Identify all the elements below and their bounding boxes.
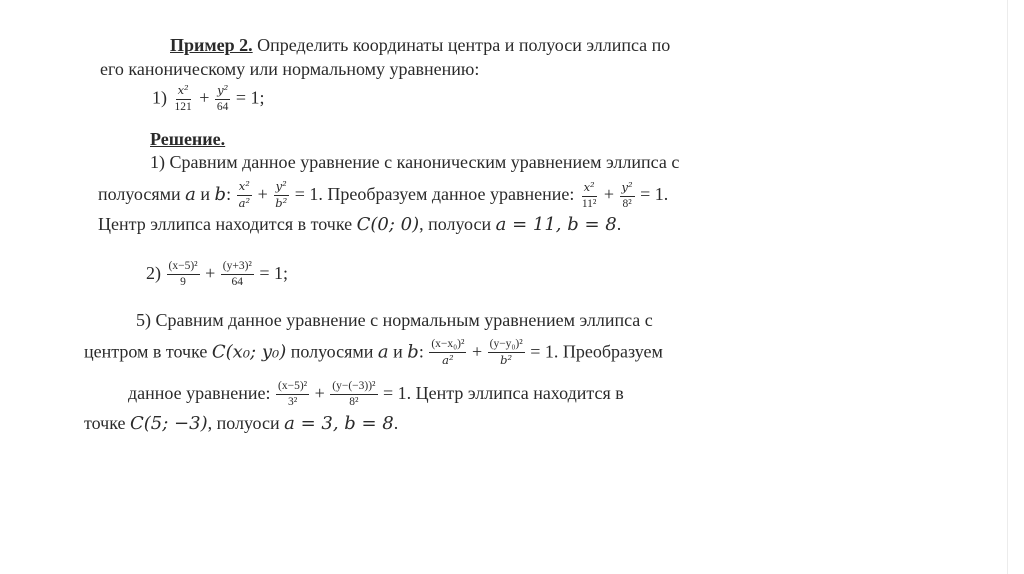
denominator: 8² (349, 396, 359, 409)
solution-line-2 (98, 180, 668, 211)
fraction (173, 84, 194, 114)
text: = 1. (640, 183, 669, 204)
denominator: b² (500, 353, 513, 368)
denominator: 3² (287, 396, 298, 409)
text: Центр эллипса находится в точке (98, 214, 357, 234)
text: = 1. Центр эллипса находится в (383, 382, 624, 403)
var-a: a (185, 183, 196, 205)
item-number: 1) (152, 87, 167, 108)
plus-sign: + (205, 262, 216, 283)
text: зуем (628, 341, 663, 362)
solution5-line-1: 5) Сравним данное уравнение с нормальным уравнением эллипса с (136, 310, 653, 330)
fraction (221, 260, 254, 289)
plus-sign: + (603, 183, 615, 204)
denominator: b² (275, 196, 288, 211)
fraction (330, 380, 377, 409)
denominator: 64 (216, 101, 229, 114)
fraction (620, 181, 635, 211)
equation-tail: = 1; (235, 87, 265, 108)
equation-1 (152, 84, 265, 114)
plus-sign: + (199, 87, 210, 108)
text: , полуоси (419, 214, 496, 234)
fraction (580, 181, 599, 211)
text: . (616, 214, 622, 234)
solution-line-1: 1) Сравним данное уравнение с каноническим уравнением эллипса с (150, 152, 680, 172)
denominator: 11² (581, 197, 597, 210)
text: данное уравнение: (128, 382, 271, 403)
example-heading (170, 36, 670, 54)
numerator: (y+3)² (222, 260, 252, 272)
var-a: a (377, 341, 389, 363)
fraction (215, 84, 231, 114)
numerator: y² (621, 179, 633, 194)
var-b: b (214, 183, 227, 205)
text: = 1. Преобразуем данное уравнение: (294, 183, 575, 204)
fraction (276, 380, 309, 409)
denominator: 121 (174, 101, 192, 114)
numerator: x² (583, 179, 595, 194)
example-task-line2 (100, 60, 479, 78)
example-label: Пример 2. (170, 35, 253, 55)
denominator: 8² (622, 197, 632, 210)
solution5-line-2 (84, 338, 663, 368)
denominator: 9 (180, 276, 186, 289)
fraction (273, 180, 289, 211)
numerator: (y−y₀)² (489, 338, 523, 350)
denominator: a² (238, 196, 251, 211)
denominator: a² (442, 353, 454, 368)
semi-axes: a = 11, b = 8 (495, 214, 617, 235)
text: полуосями (286, 341, 378, 362)
equation-2 (146, 260, 288, 289)
fraction (237, 180, 252, 211)
numerator: x² (238, 179, 250, 193)
text: , полуоси (207, 413, 285, 433)
numerator: y² (275, 179, 287, 193)
text: : (418, 341, 424, 362)
numerator: x² (177, 83, 189, 97)
page-edge-line (1007, 0, 1008, 574)
solution-title: Решение. (150, 129, 226, 149)
plus-sign: + (471, 341, 483, 362)
text: полуосями (98, 183, 181, 204)
denominator: 64 (231, 276, 244, 289)
numerator: (y−(−3))² (332, 380, 376, 392)
numerator: (x−5)² (278, 380, 308, 392)
numerator: (x−x₀)² (431, 338, 465, 350)
solution5-line-4 (84, 414, 398, 433)
equation-tail: = 1; (259, 262, 288, 283)
text: = 1. Преобра (530, 341, 629, 362)
text: и (195, 183, 215, 204)
center-point: C(x₀; y₀) (211, 341, 287, 363)
text: центром в точке (84, 341, 212, 362)
numerator: y² (217, 83, 229, 97)
item-number: 2) (146, 262, 161, 283)
text: точке (84, 413, 131, 433)
fraction (167, 260, 200, 289)
semi-axes: a = 3, b = 8 (284, 413, 394, 434)
center-point: C(5; −3) (130, 413, 208, 434)
text: . (393, 413, 399, 433)
text: : (226, 183, 232, 204)
text: и (388, 341, 408, 362)
plus-sign: + (314, 382, 325, 403)
solution-line-3 (98, 215, 621, 234)
var-b: b (407, 341, 419, 363)
plus-sign: + (257, 183, 268, 204)
fraction (429, 338, 466, 368)
example-task-text: Определить координаты центра и полуоси эллипса по (252, 35, 671, 55)
fraction (488, 338, 525, 368)
numerator: (x−5)² (168, 260, 198, 272)
solution5-line-3 (128, 380, 624, 409)
center-point: C(0; 0) (356, 214, 420, 235)
task-line2-text: его каноническому или нормальному уравнению: (100, 59, 480, 79)
